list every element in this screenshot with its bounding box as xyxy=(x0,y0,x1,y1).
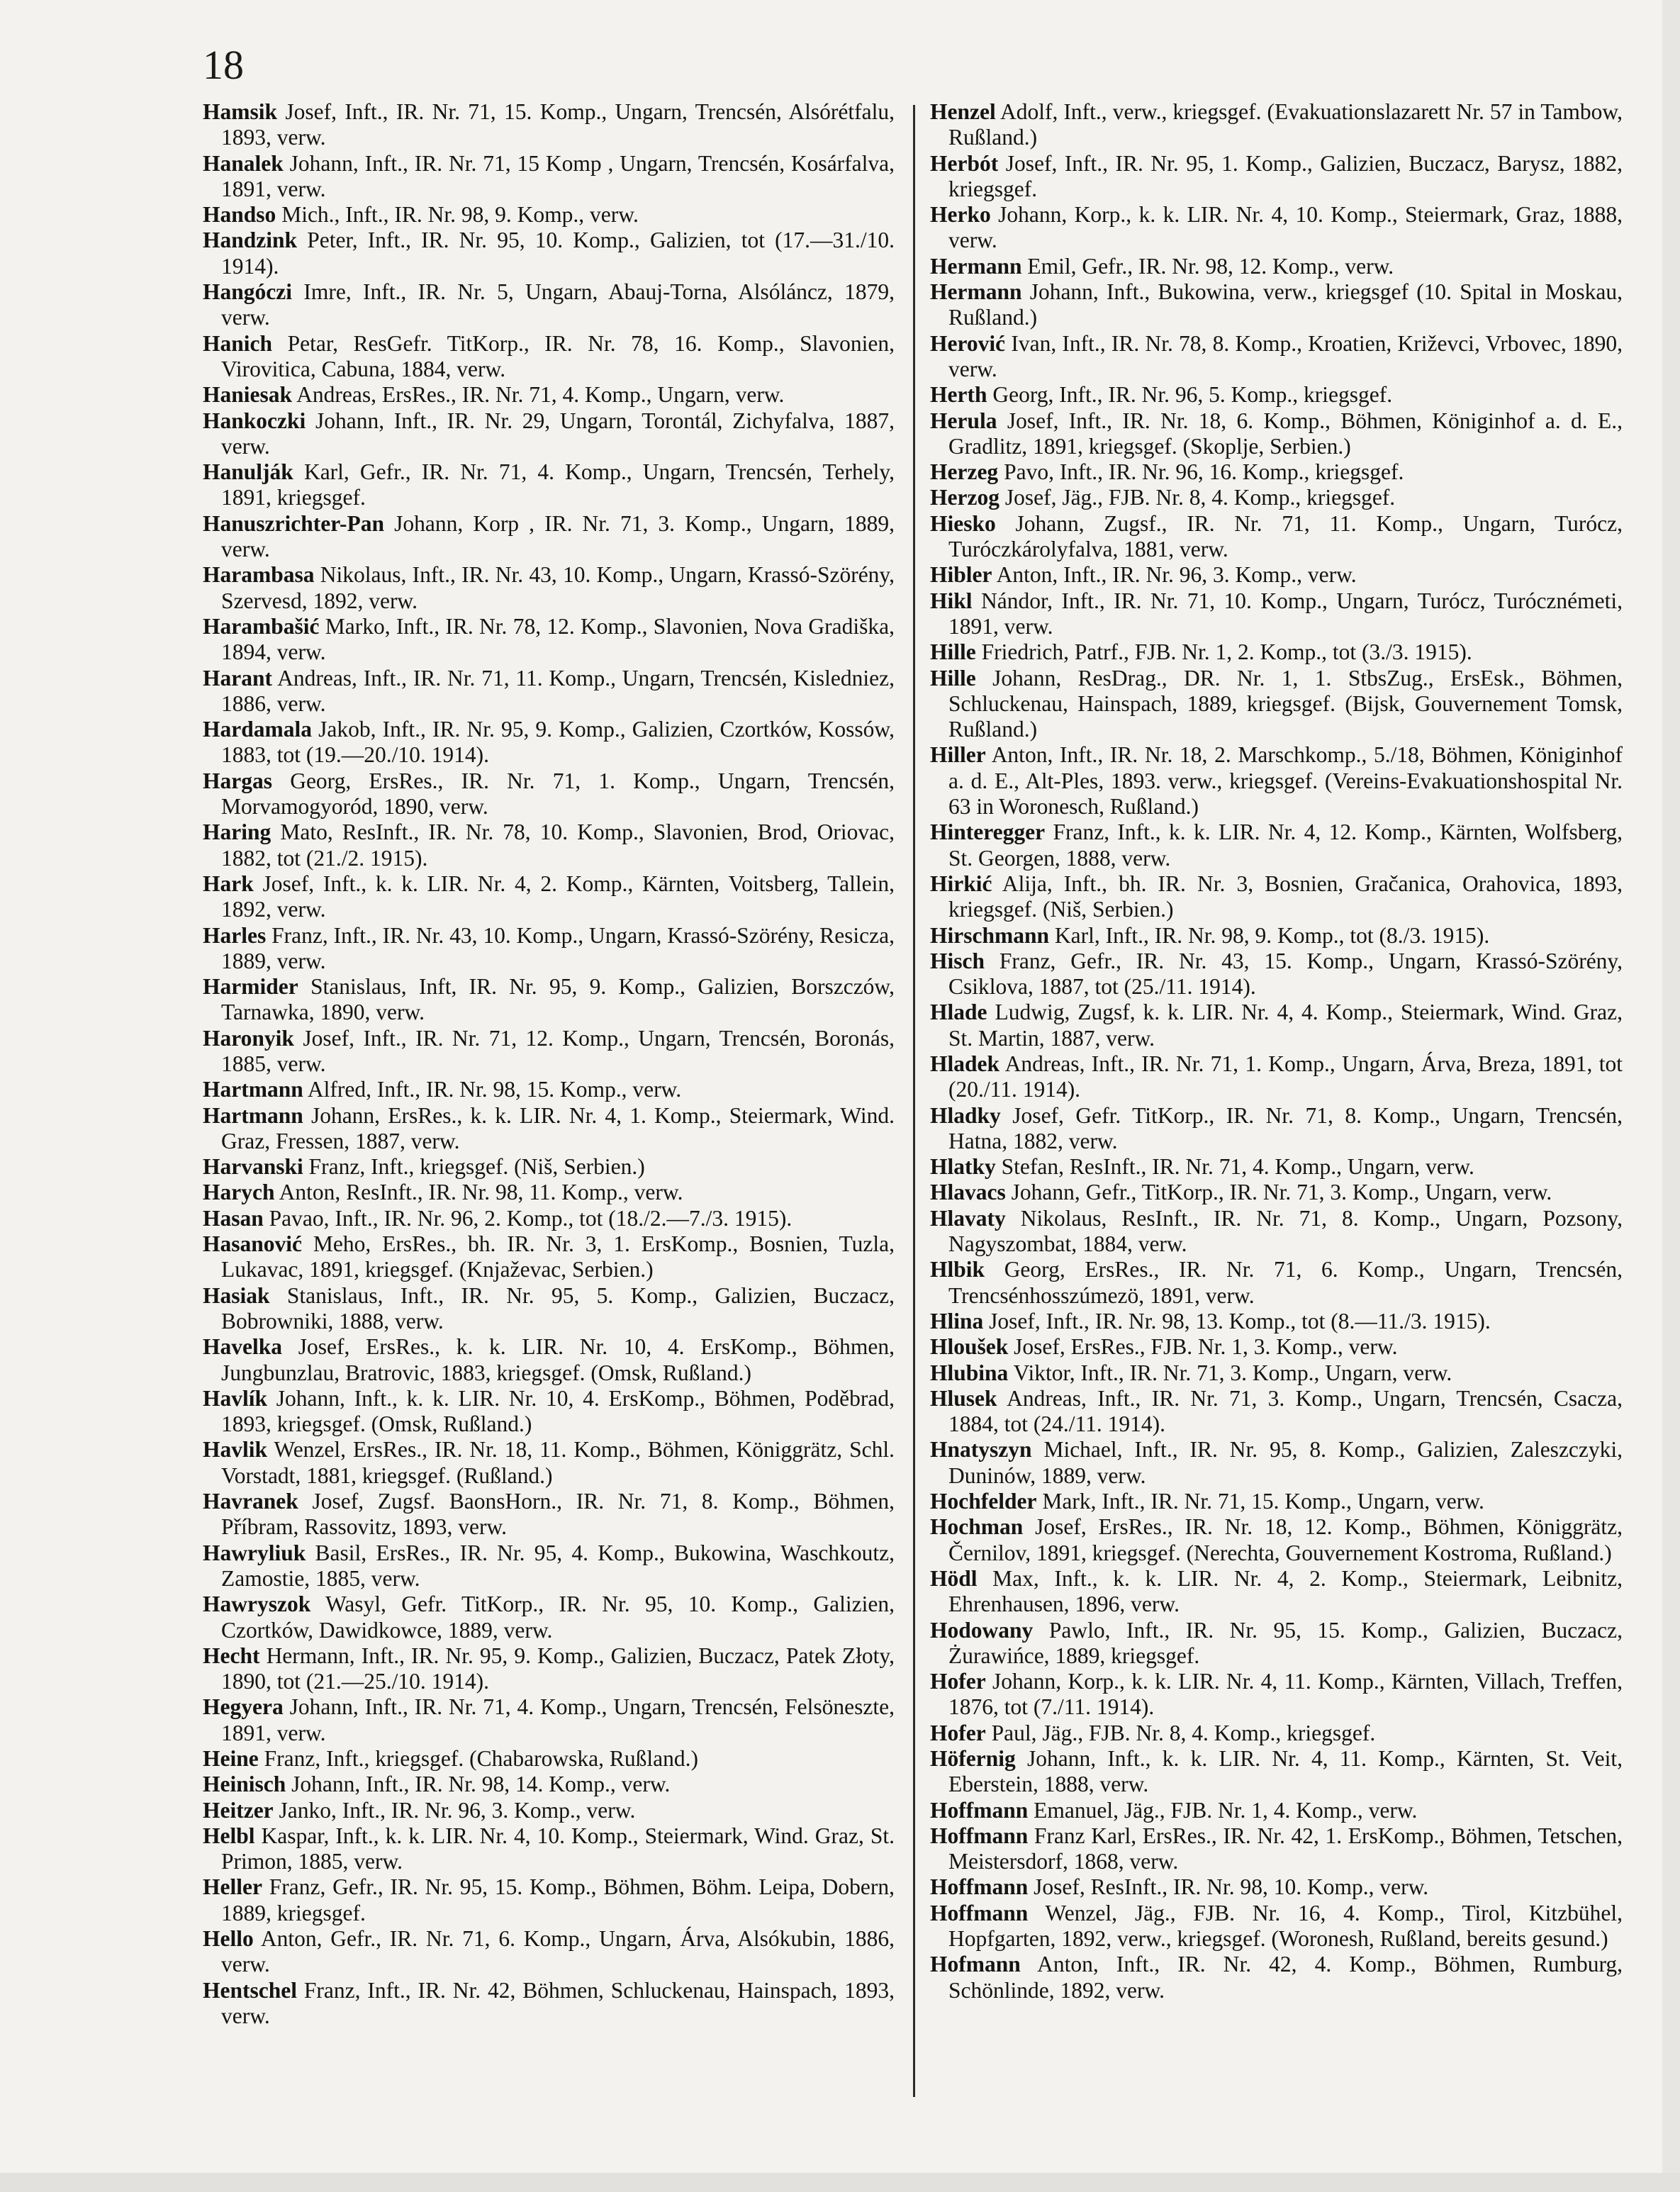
entry xyxy=(930,1360,1623,1386)
entry xyxy=(203,1978,895,2030)
entry xyxy=(930,1721,1623,1746)
entry xyxy=(203,1437,895,1489)
entry-details: Emil, Gefr., IR. Nr. 98, 12. Komp., verw. xyxy=(1027,253,1394,279)
entry-details: Emanuel, Jäg., FJB. Nr. 1, 4. Komp., verw. xyxy=(1034,1797,1418,1823)
entry xyxy=(203,871,895,923)
entry-details: Ivan, Inft., IR. Nr. 78, 8. Komp., Kroatien, Križevci, Vrbovec, 1890, verw. xyxy=(948,330,1623,381)
entry-details: Imre, Inft., IR. Nr. 5, Ungarn, Abauj-Torna, Alsóláncz, 1879, verw. xyxy=(221,279,895,330)
entry-surname: Herović xyxy=(930,330,1006,356)
entry-details: Johann, Inft., IR. Nr. 29, Ungarn, Torontál, Zichyfalva, 1887, verw. xyxy=(221,408,895,459)
entry-surname: Hille xyxy=(930,665,976,690)
entry xyxy=(930,511,1623,563)
entry xyxy=(930,459,1623,485)
entry-details: Mark, Inft., IR. Nr. 71, 15. Komp., Ungarn, verw. xyxy=(1042,1489,1484,1514)
entry-surname: Hochfelder xyxy=(930,1489,1037,1514)
entry xyxy=(930,666,1623,743)
entry xyxy=(930,331,1623,383)
entry xyxy=(203,1926,895,1978)
entry-surname: Haronyik xyxy=(203,1025,294,1051)
entry-details: Andreas, ErsRes., IR. Nr. 71, 4. Komp., Ungarn, verw. xyxy=(296,382,785,408)
entry xyxy=(930,151,1623,203)
entry-details: Hermann, Inft., IR. Nr. 95, 9. Komp., Galizien, Buczacz, Patek Złoty, 1890, tot (21.—25./10. 1914). xyxy=(221,1643,895,1694)
entry-details: Johann, Inft., IR. Nr. 71, 15 Komp , Ungarn, Trencsén, Kosárfalva, 1891, verw. xyxy=(221,150,895,201)
entry-surname: Hödl xyxy=(930,1565,978,1591)
entry-surname: Hartmann xyxy=(203,1077,303,1102)
entry-details: Franz, Gefr., IR. Nr. 95, 15. Komp., Böhmen, Böhm. Leipa, Dobern, 1889, kriegsgef. xyxy=(221,1874,895,1925)
entry-surname: Heller xyxy=(203,1874,262,1900)
entry xyxy=(930,588,1623,640)
entry-surname: Heinisch xyxy=(203,1772,286,1797)
entry-surname: Hikl xyxy=(930,588,973,613)
entry-surname: Handso xyxy=(203,202,276,228)
entry-details: Franz, Inft., IR. Nr. 43, 10. Komp., Ungarn, Krassó-Szörény, Resicza, 1889, verw. xyxy=(221,922,895,973)
entry-surname: Hermann xyxy=(930,253,1022,279)
entry xyxy=(930,820,1623,871)
entry-surname: Hello xyxy=(203,1926,254,1952)
entry xyxy=(930,742,1623,820)
entry-details: Josef, Inft., IR. Nr. 95, 1. Komp., Galizien, Buczacz, Barysz, 1882, kriegsgef. xyxy=(948,150,1623,201)
entry-surname: Hloušek xyxy=(930,1334,1009,1360)
entry-details: Janko, Inft., IR. Nr. 96, 3. Komp., verw. xyxy=(279,1797,636,1823)
entry-surname: Heine xyxy=(203,1746,259,1771)
entry-surname: Herth xyxy=(930,382,987,408)
entry-surname: Hoffmann xyxy=(930,1900,1029,1925)
entry xyxy=(203,717,895,768)
entry-details: Alfred, Inft., IR. Nr. 98, 15. Komp., verw. xyxy=(307,1077,682,1102)
entry-surname: Handzink xyxy=(203,228,298,253)
entry-surname: Harambasa xyxy=(203,562,315,588)
entry-details: Franz, Inft., k. k. LIR. Nr. 4, 12. Komp., Kärnten, Wolfsberg, St. Georgen, 1888, verw. xyxy=(948,820,1623,871)
entry xyxy=(930,1489,1623,1514)
entry xyxy=(930,279,1623,331)
entry-details: Johann, Korp , IR. Nr. 71, 3. Komp., Ungarn, 1889, verw. xyxy=(221,510,895,562)
entry-surname: Hofer xyxy=(930,1720,986,1745)
entry-surname: Hasanović xyxy=(203,1231,303,1257)
entry xyxy=(203,1026,895,1078)
entry xyxy=(930,923,1623,949)
entry-details: Petar, ResGefr. TitKorp., IR. Nr. 78, 16. Komp., Slavonien, Virovitica, Cabuna, 1884, verw. xyxy=(221,330,895,381)
entry-details: Stanislaus, Inft, IR. Nr. 95, 9. Komp., Galizien, Borszczów, Tarnawka, 1890, verw. xyxy=(221,974,895,1025)
entry-details: Johann, Inft., Bukowina, verw., kriegsgef (10. Spital in Moskau, Rußland.) xyxy=(948,279,1623,330)
entry-details: Wenzel, Jäg., FJB. Nr. 16, 4. Komp., Tirol, Kitzbühel, Hopfgarten, 1892, verw., kriegsgef. (Woronesh, Rußland, bereits gesund.) xyxy=(948,1900,1623,1952)
entry-details: Mich., Inft., IR. Nr. 98, 9. Komp., verw. xyxy=(281,202,639,228)
entry xyxy=(930,1952,1623,2003)
entry-details: Johann, Korp., k. k. LIR. Nr. 4, 11. Komp., Kärnten, Villach, Treffen, 1876, tot (7./11. 1914). xyxy=(948,1669,1623,1720)
entry-details: Marko, Inft., IR. Nr. 78, 12. Komp., Slavonien, Nova Gradiška, 1894, verw. xyxy=(221,613,895,665)
entry-surname: Hoffmann xyxy=(930,1874,1029,1900)
entry-surname: Havranek xyxy=(203,1489,298,1514)
entry-details: Johann, Inft., k. k. LIR. Nr. 4, 11. Komp., Kärnten, St. Veit, Eberstein, 1888, verw. xyxy=(948,1746,1623,1797)
entry xyxy=(930,1874,1623,1900)
entry-surname: Hawryszok xyxy=(203,1592,311,1617)
entry-surname: Hawryliuk xyxy=(203,1540,306,1565)
entry-surname: Hiller xyxy=(930,742,986,768)
page-number: 18 xyxy=(203,42,244,88)
entry-details: Peter, Inft., IR. Nr. 95, 10. Komp., Galizien, tot (17.—31./10. 1914). xyxy=(221,228,895,279)
entry xyxy=(203,151,895,203)
entry-details: Georg, Inft., IR. Nr. 96, 5. Komp., kriegsgef. xyxy=(992,382,1393,408)
entry-surname: Hentschel xyxy=(203,1977,297,2003)
entry-details: Andreas, Inft., IR. Nr. 71, 1. Komp., Ungarn, Árva, Breza, 1891, tot (20./11. 1914). xyxy=(948,1051,1623,1102)
entry xyxy=(203,1206,895,1231)
entry xyxy=(203,1694,895,1746)
entry xyxy=(203,666,895,717)
entry-surname: Hamsik xyxy=(203,99,278,124)
entry xyxy=(930,202,1623,254)
entry-details: Johann, Gefr., TitKorp., IR. Nr. 71, 3. Komp., Ungarn, verw. xyxy=(1011,1180,1552,1205)
entry-surname: Hofmann xyxy=(930,1952,1021,1977)
entry xyxy=(930,639,1623,665)
entry xyxy=(203,562,895,614)
entry xyxy=(203,511,895,563)
entry-details: Friedrich, Patrf., FJB. Nr. 1, 2. Komp., tot (3./3. 1915). xyxy=(981,639,1472,665)
entry xyxy=(203,614,895,666)
entry xyxy=(203,202,895,228)
entry xyxy=(930,1746,1623,1798)
entry-surname: Hlbik xyxy=(930,1257,985,1282)
entry xyxy=(203,1154,895,1180)
entry-details: Josef, ErsRes., FJB. Nr. 1, 3. Komp., verw. xyxy=(1014,1334,1398,1360)
entry-details: Andreas, Inft., IR. Nr. 71, 11. Komp., Ungarn, Trencsén, Kisledniez, 1886, verw. xyxy=(221,665,895,716)
entry-details: Johann, Inft., IR. Nr. 71, 4. Komp., Ungarn, Trencsén, Felsöneszte, 1891, verw. xyxy=(221,1694,895,1745)
entry xyxy=(930,1180,1623,1205)
entry-surname: Henzel xyxy=(930,99,996,124)
entry-details: Wasyl, Gefr. TitKorp., IR. Nr. 95, 10. Komp., Galizien, Czortków, Dawidkowce, 1889, verw. xyxy=(221,1592,895,1643)
entry-surname: Havlík xyxy=(203,1385,268,1411)
entry-details: Josef, ErsRes., IR. Nr. 18, 12. Komp., Böhmen, Königgrätz, Černilov, 1891, kriegsgef. (Nerechta, Gouvernement Kostroma, Rußland.) xyxy=(948,1514,1623,1565)
entry-details: Basil, ErsRes., IR. Nr. 95, 4. Komp., Bukowina, Waschkoutz, Zamostie, 1885, verw. xyxy=(221,1540,895,1591)
entry xyxy=(930,1798,1623,1823)
entry-surname: Herbót xyxy=(930,150,999,176)
entry xyxy=(203,1798,895,1823)
entry xyxy=(930,99,1623,151)
entry-details: Meho, ErsRes., bh. IR. Nr. 3, 1. ErsKomp., Bosnien, Tuzla, Lukavac, 1891, kriegsgef. (Knjaževac, Serbien.) xyxy=(221,1231,895,1282)
entry-details: Josef, Inft., k. k. LIR. Nr. 4, 2. Komp., Kärnten, Voitsberg, Tallein, 1892, verw. xyxy=(221,871,895,922)
entry-surname: Hladek xyxy=(930,1051,1000,1076)
entry-details: Alija, Inft., bh. IR. Nr. 3, Bosnien, Gračanica, Orahovica, 1893, kriegsgef. (Niš, Serbien.) xyxy=(948,871,1623,922)
entry-surname: Hegyera xyxy=(203,1694,284,1720)
entry-details: Nikolaus, Inft., IR. Nr. 43, 10. Komp., Ungarn, Krassó-Szörény, Szervesd, 1892, verw. xyxy=(221,562,895,613)
entry-surname: Hasiak xyxy=(203,1282,270,1308)
entry-details: Pawlo, Inft., IR. Nr. 95, 15. Komp., Galizien, Buczacz, Żurawińce, 1889, kriegsgef. xyxy=(948,1617,1623,1668)
entry xyxy=(203,1334,895,1386)
entry-surname: Hladky xyxy=(930,1102,1001,1128)
entry-details: Josef, Jäg., FJB. Nr. 8, 4. Komp., kriegsgef. xyxy=(1004,485,1396,510)
entry-surname: Hangóczi xyxy=(203,279,292,305)
entry xyxy=(203,228,895,279)
entry-details: Nikolaus, ResInft., IR. Nr. 71, 8. Komp., Ungarn, Pozsony, Nagyszombat, 1884, verw. xyxy=(948,1205,1623,1257)
entry-details: Johann, Zugsf., IR. Nr. 71, 11. Komp., Ungarn, Turócz, Turóczkárolyfalva, 1881, verw. xyxy=(948,510,1623,562)
entry-details: Johann, ErsRes., k. k. LIR. Nr. 4, 1. Komp., Steiermark, Wind. Graz, Fressen, 1887, verw. xyxy=(221,1102,895,1153)
entry-surname: Hodowany xyxy=(930,1617,1034,1643)
entry-details: Franz, Inft., IR. Nr. 42, Böhmen, Schluckenau, Hainspach, 1893, verw. xyxy=(221,1977,895,2028)
entry xyxy=(930,562,1623,588)
entry-surname: Harant xyxy=(203,665,272,690)
entry xyxy=(203,1180,895,1205)
entry xyxy=(203,820,895,871)
entry xyxy=(930,1669,1623,1721)
entry-details: Franz, Inft., kriegsgef. (Niš, Serbien.) xyxy=(308,1154,645,1180)
entry xyxy=(930,1386,1623,1438)
entry xyxy=(930,1901,1623,1952)
entry xyxy=(203,279,895,331)
entry-surname: Hlavacs xyxy=(930,1180,1006,1205)
entry-surname: Hochman xyxy=(930,1514,1024,1540)
page-bottom-edge xyxy=(0,2173,1680,2192)
entry xyxy=(203,974,895,1026)
entry xyxy=(203,1103,895,1155)
entry-details: Josef, ResInft., IR. Nr. 98, 10. Komp., verw. xyxy=(1034,1874,1429,1900)
entry-details: Anton, Gefr., IR. Nr. 71, 6. Komp., Ungarn, Árva, Alsókubin, 1886, verw. xyxy=(221,1926,895,1977)
entry-surname: Haniesak xyxy=(203,382,293,408)
entry-details: Michael, Inft., IR. Nr. 95, 8. Komp., Galizien, Zaleszczyki, Duninów, 1889, verw. xyxy=(948,1437,1623,1488)
entry-details: Adolf, Inft., verw., kriegsgef. (Evakuationslazarett Nr. 57 in Tambow, Rußland.) xyxy=(948,99,1623,150)
entry-surname: Hlusek xyxy=(930,1385,997,1411)
entry-details: Ludwig, Zugsf, k. k. LIR. Nr. 4, 4. Komp., Steiermark, Wind. Graz, St. Martin, 1887, verw. xyxy=(948,1000,1623,1051)
entry-surname: Helbl xyxy=(203,1823,255,1848)
entry xyxy=(930,1000,1623,1051)
entry-surname: Herko xyxy=(930,202,991,228)
entry-surname: Herula xyxy=(930,408,997,433)
entry xyxy=(203,1489,895,1540)
entry-surname: Hlatky xyxy=(930,1154,996,1180)
entry-surname: Harvanski xyxy=(203,1154,303,1180)
entry xyxy=(203,1746,895,1772)
entry-details: Wenzel, ErsRes., IR. Nr. 18, 11. Komp., Böhmen, Königgrätz, Schl. Vorstadt, 1881, kriegsgef. (Rußland.) xyxy=(221,1437,895,1488)
entry-surname: Hisch xyxy=(930,948,985,973)
entry-details: Josef, Inft., IR. Nr. 71, 15. Komp., Ungarn, Trencsén, Alsórétfalu, 1893, verw. xyxy=(221,99,895,150)
entry-details: Karl, Inft., IR. Nr. 98, 9. Komp., tot (8./3. 1915). xyxy=(1054,922,1490,948)
entry-surname: Hartmann xyxy=(203,1102,303,1128)
entry xyxy=(930,1206,1623,1258)
entry-details: Josef, Zugsf. BaonsHorn., IR. Nr. 71, 8. Komp., Böhmen, Příbram, Rassovitz, 1893, verw. xyxy=(221,1489,895,1540)
entry-surname: Hille xyxy=(930,639,976,665)
entry-details: Max, Inft., k. k. LIR. Nr. 4, 2. Komp., Steiermark, Leibnitz, Ehrenhausen, 1896, verw. xyxy=(948,1565,1623,1617)
entry-surname: Hasan xyxy=(203,1205,264,1231)
entry xyxy=(203,1540,895,1592)
entry-details: Pavao, Inft., IR. Nr. 96, 2. Komp., tot (18./2.—7./3. 1915). xyxy=(269,1205,793,1231)
entry-surname: Hermann xyxy=(930,279,1022,305)
entry xyxy=(930,1051,1623,1103)
entry xyxy=(930,871,1623,923)
entry-surname: Haring xyxy=(203,820,271,845)
entry-details: Franz, Gefr., IR. Nr. 43, 15. Komp., Ungarn, Krassó-Szörény, Csiklova, 1887, tot (25./11. 1914). xyxy=(948,948,1623,1000)
entry-surname: Höfernig xyxy=(930,1746,1016,1771)
page-edge xyxy=(1662,0,1680,2192)
entry xyxy=(930,1309,1623,1334)
entry-surname: Harmider xyxy=(203,974,298,1000)
entry-surname: Herzeg xyxy=(930,459,999,485)
entry-surname: Hiesko xyxy=(930,510,996,536)
entry xyxy=(203,1231,895,1283)
entry-details: Josef, Inft., IR. Nr. 98, 13. Komp., tot (8.—11./3. 1915). xyxy=(989,1308,1491,1333)
column-divider xyxy=(913,105,915,2097)
entry xyxy=(930,382,1623,408)
entry xyxy=(930,1514,1623,1566)
entry-surname: Hoffmann xyxy=(930,1797,1029,1823)
entry-surname: Hinteregger xyxy=(930,820,1046,845)
entry-details: Johann, ResDrag., DR. Nr. 1, 1. StbsZug., ErsEsk., Böhmen, Schluckenau, Hainspach, 1889, kriegsgef. (Bijsk, Gouvernement Tomsk, Rußland.) xyxy=(948,665,1623,742)
entry-surname: Harles xyxy=(203,922,267,948)
entry-surname: Hibler xyxy=(930,562,992,588)
entry-details: Georg, ErsRes., IR. Nr. 71, 6. Komp., Ungarn, Trencsén, Trencsénhosszúmezö, 1891, verw. xyxy=(948,1257,1623,1308)
entry xyxy=(203,408,895,460)
entry-details: Stanislaus, Inft., IR. Nr. 95, 5. Komp., Galizien, Buczacz, Bobrowniki, 1888, verw. xyxy=(221,1282,895,1333)
entry-surname: Havelka xyxy=(203,1334,283,1360)
entry-surname: Herzog xyxy=(930,485,999,510)
entry-details: Andreas, Inft., IR. Nr. 71, 3. Komp., Ungarn, Trencsén, Csacza, 1884, tot (24./11. 1914). xyxy=(948,1385,1623,1437)
entry xyxy=(930,1823,1623,1875)
entry-details: Johann, Inft., IR. Nr. 98, 14. Komp., verw. xyxy=(291,1772,671,1797)
entry xyxy=(203,768,895,820)
entry-details: Josef, Inft., IR. Nr. 71, 12. Komp., Ungarn, Trencsén, Boronás, 1885, verw. xyxy=(221,1025,895,1076)
entry-details: Mato, ResInft., IR. Nr. 78, 10. Komp., Slavonien, Brod, Oriovac, 1882, tot (21./2. 1915). xyxy=(221,820,895,871)
entry-details: Jakob, Inft., IR. Nr. 95, 9. Komp., Galizien, Czortków, Kossów, 1883, tot (19.—20./10. 1914). xyxy=(221,717,895,768)
entry xyxy=(930,1334,1623,1360)
entry xyxy=(203,1283,895,1335)
entry-details: Pavo, Inft., IR. Nr. 96, 16. Komp., kriegsgef. xyxy=(1004,459,1404,485)
entry-details: Stefan, ResInft., IR. Nr. 71, 4. Komp., Ungarn, verw. xyxy=(1001,1154,1474,1180)
entry-surname: Hecht xyxy=(203,1643,260,1668)
entry-details: Anton, Inft., IR. Nr. 18, 2. Marschkomp., 5./18, Böhmen, Königinhof a. d. E., Alt-Ples, 1893. verw., kriegsgef. (Vereins-Evakuationshospital Nr. 63 in Woronesch, Rußland.) xyxy=(948,742,1623,820)
entry-surname: Hargas xyxy=(203,768,272,793)
entry-surname: Hlubina xyxy=(930,1360,1009,1385)
entry-details: Josef, ErsRes., k. k. LIR. Nr. 10, 4. ErsKomp., Böhmen, Jungbunzlau, Bratrovic, 1883, kriegsgef. (Omsk, Rußland.) xyxy=(221,1334,895,1385)
entry-surname: Hardamala xyxy=(203,717,312,742)
entry-surname: Hlade xyxy=(930,1000,987,1025)
entry xyxy=(203,1592,895,1643)
entry-surname: Hark xyxy=(203,871,254,896)
right-column xyxy=(930,99,1623,2003)
entry xyxy=(203,1643,895,1695)
entry xyxy=(203,1823,895,1875)
entry xyxy=(930,408,1623,460)
entry xyxy=(203,1077,895,1102)
entry-surname: Hlavaty xyxy=(930,1205,1006,1231)
entry-details: Josef, Gefr. TitKorp., IR. Nr. 71, 8. Komp., Ungarn, Trencsén, Hatna, 1882, verw. xyxy=(948,1102,1623,1153)
entry-surname: Heitzer xyxy=(203,1797,274,1823)
entry-surname: Hofer xyxy=(930,1669,986,1694)
entry-surname: Hanalek xyxy=(203,150,284,176)
left-column xyxy=(203,99,895,2029)
entry xyxy=(203,1386,895,1438)
entry-surname: Harych xyxy=(203,1180,275,1205)
entry-details: Anton, Inft., IR. Nr. 96, 3. Komp., verw. xyxy=(996,562,1357,588)
entry xyxy=(930,254,1623,279)
entry-details: Anton, ResInft., IR. Nr. 98, 11. Komp., verw. xyxy=(279,1180,683,1205)
entry xyxy=(930,1437,1623,1489)
entry xyxy=(930,1154,1623,1180)
entry-surname: Hlina xyxy=(930,1308,984,1333)
entry-details: Josef, Inft., IR. Nr. 18, 6. Komp., Böhmen, Königinhof a. d. E., Gradlitz, 1891, kriegsgef. (Skoplje, Serbien.) xyxy=(948,408,1623,459)
entry xyxy=(203,459,895,511)
entry xyxy=(930,485,1623,510)
entry-surname: Hankoczki xyxy=(203,408,306,433)
entry-details: Viktor, Inft., IR. Nr. 71, 3. Komp., Ungarn, verw. xyxy=(1013,1360,1452,1385)
entry xyxy=(930,1618,1623,1670)
entry xyxy=(930,1566,1623,1618)
entry-details: Franz, Inft., kriegsgef. (Chabarowska, Rußland.) xyxy=(264,1746,698,1771)
entry xyxy=(203,1874,895,1926)
entry-surname: Hanuszrichter-Pan xyxy=(203,510,385,536)
entry-details: Kaspar, Inft., k. k. LIR. Nr. 4, 10. Komp., Steiermark, Wind. Graz, St. Primon, 1885, verw. xyxy=(221,1823,895,1874)
entry-details: Georg, ErsRes., IR. Nr. 71, 1. Komp., Ungarn, Trencsén, Morvamogyoród, 1890, verw. xyxy=(221,768,895,820)
entry xyxy=(203,1772,895,1797)
entry-details: Johann, Inft., k. k. LIR. Nr. 10, 4. ErsKomp., Böhmen, Poděbrad, 1893, kriegsgef. (Omsk, Rußland.) xyxy=(221,1385,895,1437)
entry-details: Johann, Korp., k. k. LIR. Nr. 4, 10. Komp., Steiermark, Graz, 1888, verw. xyxy=(948,202,1623,253)
entry-details: Franz Karl, ErsRes., IR. Nr. 42, 1. ErsKomp., Böhmen, Tetschen, Meistersdorf, 1868, verw. xyxy=(948,1823,1623,1874)
entry-details: Karl, Gefr., IR. Nr. 71, 4. Komp., Ungarn, Trencsén, Terhely, 1891, kriegsgef. xyxy=(221,459,895,510)
entry xyxy=(203,923,895,975)
entry-surname: Hnatyszyn xyxy=(930,1437,1032,1463)
entry-details: Paul, Jäg., FJB. Nr. 8, 4. Komp., kriegsgef. xyxy=(991,1720,1376,1745)
entry-surname: Hirkić xyxy=(930,871,992,896)
entry xyxy=(930,1257,1623,1309)
entry-surname: Hoffmann xyxy=(930,1823,1029,1848)
entry-details: Nándor, Inft., IR. Nr. 71, 10. Komp., Ungarn, Turócz, Turócznémeti, 1891, verw. xyxy=(948,588,1623,639)
entry xyxy=(203,99,895,151)
entry-surname: Havlik xyxy=(203,1437,268,1463)
entry-surname: Hirschmann xyxy=(930,922,1050,948)
entry xyxy=(203,382,895,408)
entry xyxy=(930,949,1623,1000)
entry-surname: Hanich xyxy=(203,330,273,356)
entry-surname: Hanulják xyxy=(203,459,293,485)
entry-surname: Harambašić xyxy=(203,613,320,639)
entry-details: Anton, Inft., IR. Nr. 42, 4. Komp., Böhmen, Rumburg, Schönlinde, 1892, verw. xyxy=(948,1952,1623,2003)
entry xyxy=(930,1103,1623,1155)
entry xyxy=(203,331,895,383)
